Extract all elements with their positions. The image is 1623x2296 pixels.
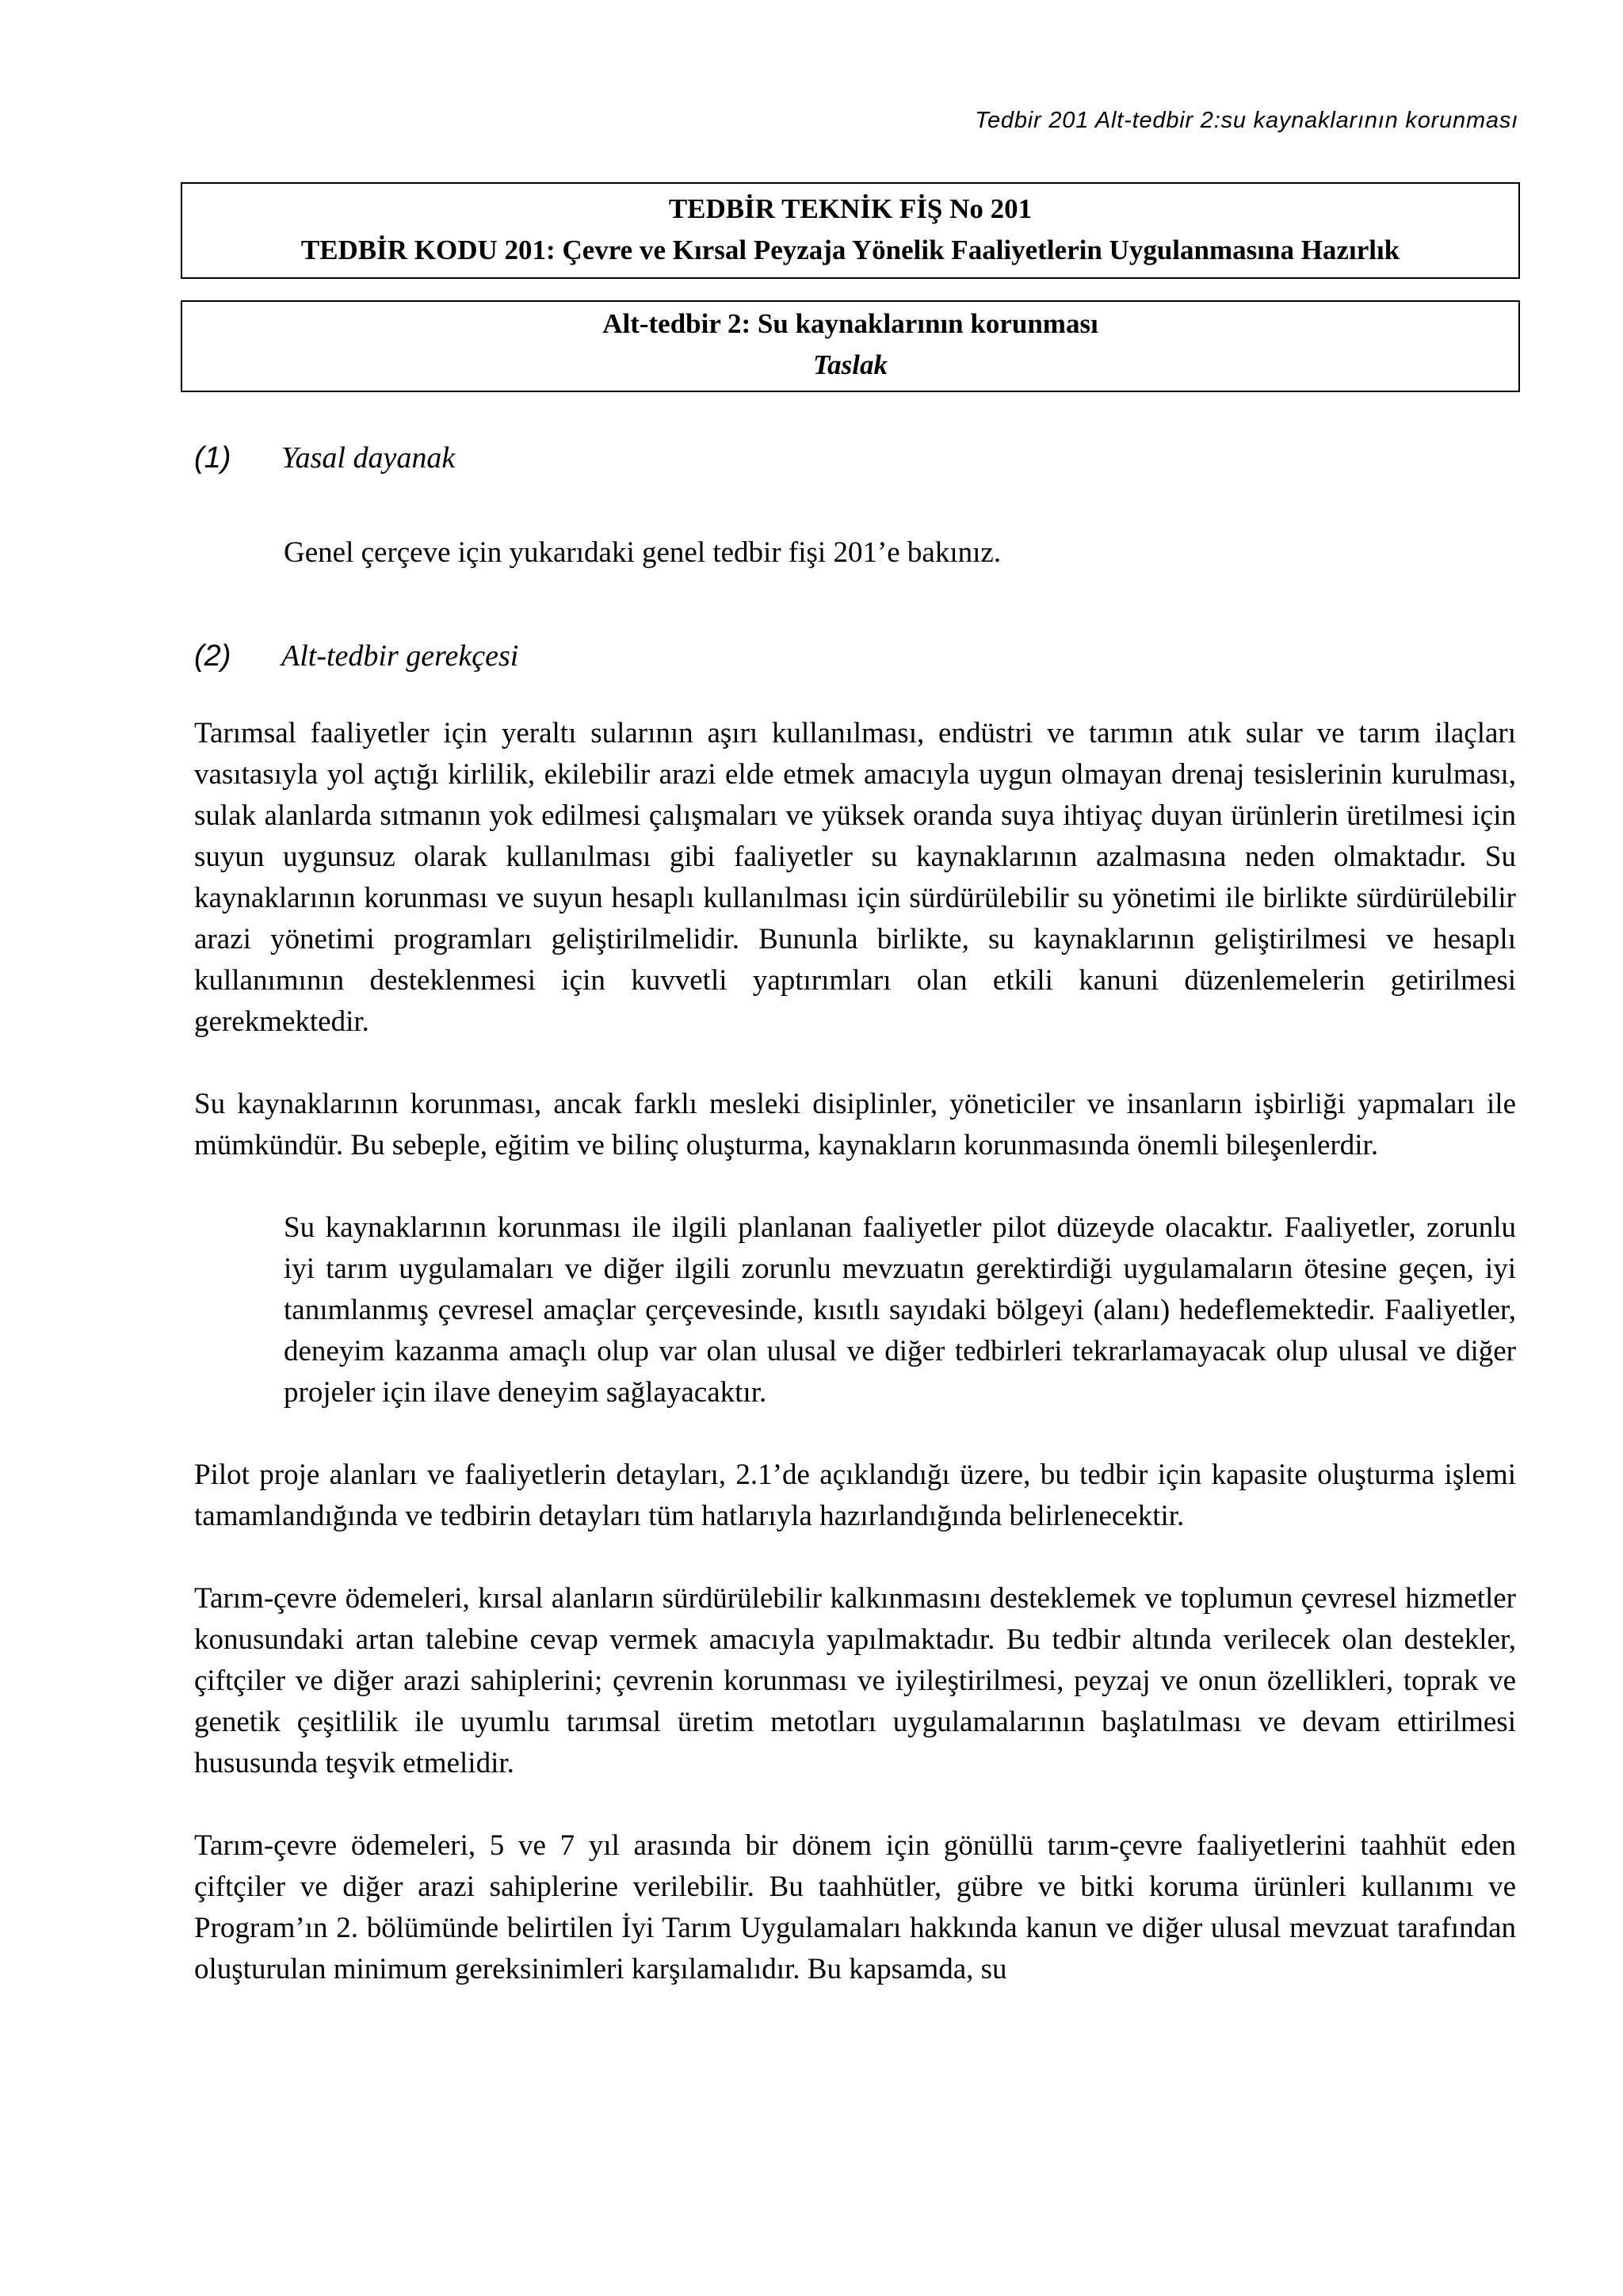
sub-measure-title: Alt-tedbir 2: Su kaynaklarının korunması [602, 308, 1098, 339]
body-paragraph: Tarım-çevre ödemeleri, 5 ve 7 yıl arasında bir dönem için gönüllü tarım-çevre faaliyetlerini taahhüt eden çiftçiler ve diğer arazi sahiplerine verilebilir. Bu taahhütler, gübre ve bitki koruma ürünleri kullanımı ve Program’ın 2. bölümünde belirtilen İyi Tarım Uygulamaları hakkında kanun ve diğer ulusal mevzuat tarafından oluşturulan minimum gereksinimleri karşılamalıdır. Bu kapsamda, su [194, 1829, 1516, 1985]
section-heading-legal-basis [194, 441, 455, 475]
rationale-body [194, 713, 1516, 2031]
body-paragraph: Pilot proje alanları ve faaliyetlerin detayları, 2.1’de açıklandığı üzere, bu tedbir için kapasite oluşturma işlemi tamamlandığında ve tedbirin detayları tüm hatlarıyla hazırlandığında belirlenecektir. [194, 1459, 1516, 1532]
measure-sheet-number: TEDBİR TEKNİK FİŞ No 201 [668, 193, 1033, 224]
sub-measure-box [181, 300, 1520, 392]
body-paragraph: Tarım-çevre ödemeleri, kırsal alanların sürdürülebilir kalkınmasını desteklemek ve toplumun çevresel hizmetler konusundaki artan talebine cevap vermek amacıyla yapılmaktadır. Bu tedbir altında verilecek olan destekler, çiftçiler ve diğer arazi sahiplerini; çevrenin korunması ve iyileştirilmesi, peyzaj ve onun özellikleri, toprak ve genetik çeşitlilik ile uyumlu tarımsal üretim metotları uygulamalarının başlatılması ve devam ettirilmesi hususunda teşvik etmelidir. [194, 1582, 1516, 1779]
body-paragraph: Tarımsal faaliyetler için yeraltı sularının aşırı kullanılması, endüstri ve tarımın atık sular ve tarım ilaçları vasıtasıyla yol açtığı kirlilik, ekilebilir arazi elde etmek amacıyla uygun olmayan drenaj tesislerinin kurulması, sulak alanlarda sıtmanın yok edilmesi çalışmaları ve yüksek oranda suya ihtiyaç duyan ürünlerin üretilmesi için suyun uygunsuz olarak kullanılması gibi faaliyetler su kaynaklarının azalmasına neden olmaktadır. Su kaynaklarının korunması ve suyun hesaplı kullanılması için sürdürülebilir su yönetimi ile birlikte sürdürülebilir arazi yönetimi programları geliştirilmelidir. Bununla birlikte, su kaynaklarının geliştirilmesi ve hesaplı kullanımının desteklenmesi için kuvvetli yaptırımları olan etkili kanuni düzenlemelerin getirilmesi gerekmektedir. [194, 717, 1516, 1038]
running-header: Tedbir 201 Alt-tedbir 2:su kaynaklarının korunması [975, 108, 1518, 133]
section-number: (1) [194, 441, 231, 475]
section-title: Yasal dayanak [281, 441, 456, 475]
measure-code-title: TEDBİR KODU 201: Çevre ve Kırsal Peyzaja Yönelik Faaliyetlerin Uygulanmasına Hazırlık [300, 235, 1400, 265]
body-paragraph: Su kaynaklarının korunması ile ilgili planlanan faaliyetler pilot düzeyde olacaktır. Faaliyetler, zorunlu iyi tarım uygulamaları ve diğer ilgili zorunlu mevzuatın gerektirdiği uygulamaların ötesine geçen, iyi tanımlanmış çevresel amaçlar çerçevesinde, kısıtlı sayıdaki bölgeyi (alanı) hedeflemektedir. Faaliyetler, deneyim kazanma amaçlı olup var olan ulusal ve diğer tedbirleri tekrarlamayacak olup ulusal ve diğer projeler için ilave deneyim sağlayacaktır. [284, 1211, 1516, 1409]
body-paragraph: Su kaynaklarının korunması, ancak farklı mesleki disiplinler, yöneticiler ve insanların işbirliği yapmaları ile mümkündür. Bu sebeple, eğitim ve bilinç oluşturma, kaynakların korunmasında önemli bileşenlerdir. [194, 1088, 1516, 1161]
section-number: (2) [194, 639, 231, 673]
measure-title-box [181, 182, 1520, 279]
draft-label: Taslak [812, 349, 888, 380]
legal-basis-text: Genel çerçeve için yukarıdaki genel tedbir fişi 201’e bakınız. [284, 536, 1002, 569]
section-title: Alt-tedbir gerekçesi [281, 639, 519, 673]
section-heading-rationale [194, 639, 518, 673]
